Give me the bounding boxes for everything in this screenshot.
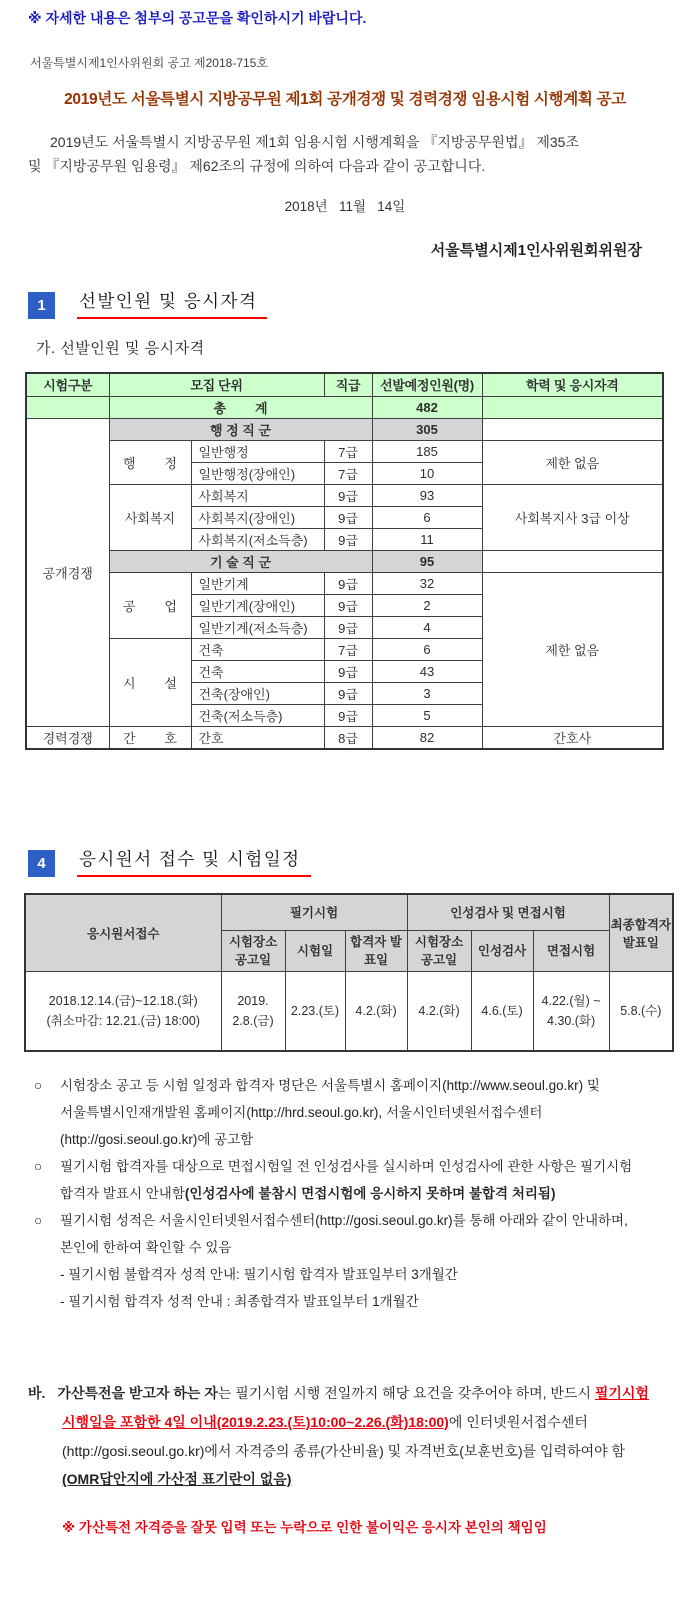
th-final-result: 최종합격자 발표일 xyxy=(609,894,673,971)
intro-line-1: 2019년도 서울특별시 지방공무원 제1회 임용시험 시행계획을 『지방공무원법』 제35조 xyxy=(50,134,579,150)
cell-unit: 일반기계 xyxy=(191,573,324,595)
cell-unit: 건축 xyxy=(191,639,324,661)
cell-admin-group-value: 305 xyxy=(372,419,482,441)
th-application: 응시원서접수 xyxy=(25,894,221,971)
cell-cat-industry: 공 업 xyxy=(109,573,191,639)
cell-count: 93 xyxy=(372,485,482,507)
cell-count: 4 xyxy=(372,617,482,639)
cell-total-label: 총 계 xyxy=(109,397,372,419)
bonus-normal-2: 에 인터넷원서접수센터(http://gosi.seoul.go.kr)에서 자격증의 종류(가산비율) 및 자격번호(보훈번호)를 입력하여야 함 xyxy=(62,1414,626,1459)
section-4-header xyxy=(28,846,690,877)
section-1-title: 선발인원 및 응시자격 xyxy=(77,288,267,319)
cell-grade: 9급 xyxy=(324,573,372,595)
total-row xyxy=(26,397,663,419)
cell-qual-nursing: 간호사 xyxy=(482,727,663,750)
cell-cat-facility: 시 설 xyxy=(109,639,191,727)
th-interview-test: 면접시험 xyxy=(533,930,609,971)
cell-admin-group-label: 행 정 직 군 xyxy=(109,419,372,441)
warning-note: ※ 가산특전 자격증을 잘못 입력 또는 누락으로 인한 불이익은 응시자 본인의 책임임 xyxy=(62,1520,547,1536)
th-planned-count: 선발예정인원(명) xyxy=(372,373,482,397)
note-item-2 xyxy=(34,1153,666,1207)
note-item-1 xyxy=(34,1072,666,1153)
cell-tech-group-label: 기 술 직 군 xyxy=(109,551,372,573)
cell-unit: 건축(저소득층) xyxy=(191,705,324,727)
cell-unit: 사회복지 xyxy=(191,485,324,507)
th-written-group: 필기시험 xyxy=(221,894,407,930)
cell-grade: 9급 xyxy=(324,617,372,639)
cell-grade: 9급 xyxy=(324,595,372,617)
th-exam-type: 시험구분 xyxy=(26,373,109,397)
notes-section xyxy=(34,1072,666,1315)
cell-grade: 9급 xyxy=(324,529,372,551)
cell-tech-group-value: 95 xyxy=(372,551,482,573)
schedule-table xyxy=(24,893,674,1052)
cell-grade: 8급 xyxy=(324,727,372,750)
bonus-paragraph xyxy=(28,1379,664,1494)
th-written-site-notice: 시험장소 공고일 xyxy=(221,930,285,971)
section-1-subtitle: 가. 선발인원 및 응시자격 xyxy=(36,339,205,357)
cell-grade: 9급 xyxy=(324,705,372,727)
cell-grade: 9급 xyxy=(324,683,372,705)
cell-unit: 사회복지(장애인) xyxy=(191,507,324,529)
cell-open-competition: 공개경쟁 xyxy=(26,419,109,727)
table-row xyxy=(26,573,663,595)
th-recruit-unit: 모집 단위 xyxy=(109,373,324,397)
selection-table-header-row xyxy=(26,373,663,397)
cell-count: 11 xyxy=(372,529,482,551)
selection-table xyxy=(25,372,664,751)
cell-total-qual-blank xyxy=(482,397,663,419)
signer: 서울특별시제1인사위원회위원장 xyxy=(430,241,642,259)
tech-group-row xyxy=(26,551,663,573)
cell-total-blank xyxy=(26,397,109,419)
cell-count: 2 xyxy=(372,595,482,617)
note-text-2-bold: (인성검사에 불참시 면접시험에 응시하지 못하며 불합격 처리됨) xyxy=(184,1186,556,1202)
cell-written-date: 2.23.(토) xyxy=(285,971,345,1051)
cell-count: 6 xyxy=(372,507,482,529)
note-text-1: 시험장소 공고 등 시험 일정과 합격자 명단은 서울특별시 홈페이지(http://www.seoul.go.kr) 및 서울특별시인재개발원 홈페이지(http://hrd.seoul.go.kr), 서울시인터넷원서접수센터(http://gosi.seoul.go.kr)에 공고함 xyxy=(60,1078,600,1148)
section-4-number-badge: 4 xyxy=(28,850,55,877)
cell-qual-welfare: 사회복지사 3급 이상 xyxy=(482,485,663,551)
cell-unit: 일반행정 xyxy=(191,441,324,463)
th-interview-site-notice: 시험장소 공고일 xyxy=(407,930,471,971)
cell-cat-admin: 행 정 xyxy=(109,441,191,485)
intro-paragraph xyxy=(28,131,660,179)
cell-count: 185 xyxy=(372,441,482,463)
cell-unit: 일반기계(저소득층) xyxy=(191,617,324,639)
cell-total-value: 482 xyxy=(372,397,482,419)
note-item-3 xyxy=(34,1207,666,1261)
section-4-title: 응시원서 접수 및 시험일정 xyxy=(77,846,311,877)
cell-interview-site-notice: 4.2.(화) xyxy=(407,971,471,1051)
cell-interview-period xyxy=(533,971,609,1051)
note-sub-item-2: - 필기시험 합격자 성적 안내 : 최종합격자 발표일부터 1개월간 xyxy=(60,1294,419,1310)
cell-qual-tech: 제한 없음 xyxy=(482,573,663,727)
doc-number: 서울특별시제1인사위원회 공고 제2018-715호 xyxy=(30,56,268,70)
cell-admin-group-qual-blank xyxy=(482,419,663,441)
career-row xyxy=(26,727,663,750)
page-title: 2019년도 서울특별시 지방공무원 제1회 공개경쟁 및 경력경쟁 임용시험 시행계획 공고 xyxy=(64,91,626,108)
note-text-3: 필기시험 성적은 서울시인터넷원서접수센터(http://gosi.seoul.go.kr)를 통해 아래와 같이 안내하며, 본인에 한하여 확인할 수 있음 xyxy=(60,1213,628,1256)
cell-unit: 건축 xyxy=(191,661,324,683)
intro-line-2: 및 『지방공무원 임용령』 제62조의 규정에 의하여 다음과 같이 공고합니다. xyxy=(28,157,486,174)
cell-written-site-notice xyxy=(221,971,285,1051)
cell-cat-welfare: 사회복지 xyxy=(109,485,191,551)
section-1-number-badge: 1 xyxy=(28,292,55,319)
cell-personality-test: 4.6.(토) xyxy=(471,971,533,1051)
cell-cat-nursing: 간 호 xyxy=(109,727,191,750)
written-site-notice-line-1: 2019. xyxy=(237,994,269,1009)
top-notice: ※ 자세한 내용은 첨부의 공고문을 확인하시기 바랍니다. xyxy=(28,10,367,26)
cell-count: 5 xyxy=(372,705,482,727)
bonus-label: 바. xyxy=(28,1385,46,1402)
table-row xyxy=(26,485,663,507)
schedule-data-row xyxy=(25,971,673,1051)
section-1-header xyxy=(28,288,690,319)
circle-bullet-icon: ○ xyxy=(34,1213,43,1229)
cell-unit: 간호 xyxy=(191,727,324,750)
th-written-date: 시험일 xyxy=(285,930,345,971)
application-cancel-line: (취소마감: 12.21.(금) 18:00) xyxy=(46,1014,200,1029)
cell-grade: 7급 xyxy=(324,463,372,485)
cell-written-result: 4.2.(화) xyxy=(345,971,407,1051)
bonus-normal-1: 는 필기시험 시행 전일까지 해당 요건을 갖추어야 하며, 반드시 xyxy=(217,1385,595,1402)
cell-unit: 건축(장애인) xyxy=(191,683,324,705)
bonus-bold-underlined: (OMR답안지에 가산점 표기란이 없음) xyxy=(62,1471,292,1488)
th-qualification: 학력 및 응시자격 xyxy=(482,373,663,397)
cell-qual-admin: 제한 없음 xyxy=(482,441,663,485)
cell-unit: 일반행정(장애인) xyxy=(191,463,324,485)
table-row xyxy=(26,441,663,463)
admin-group-row xyxy=(26,419,663,441)
th-personality-test: 인성검사 xyxy=(471,930,533,971)
th-written-result: 합격자 발표일 xyxy=(345,930,407,971)
cell-tech-group-qual-blank xyxy=(482,551,663,573)
th-grade: 직급 xyxy=(324,373,372,397)
cell-grade: 7급 xyxy=(324,639,372,661)
cell-count: 3 xyxy=(372,683,482,705)
cell-grade: 9급 xyxy=(324,507,372,529)
interview-period-line-1: 4.22.(월) ~ xyxy=(541,994,601,1009)
cell-count: 10 xyxy=(372,463,482,485)
cell-grade: 9급 xyxy=(324,661,372,683)
bonus-bold-lead: 가산특전을 받고자 하는 자 xyxy=(57,1385,218,1402)
note-text-2 xyxy=(60,1153,666,1207)
bonus-red-underlined: 필기시험 시행일을 포함한 4일 이내(2019.2.23.(토)10:00~2.26.(화)18:00) xyxy=(62,1385,649,1431)
cell-grade: 7급 xyxy=(324,441,372,463)
cell-career-competition: 경력경쟁 xyxy=(26,727,109,750)
application-period-line: 2018.12.14.(금)~12.18.(화) xyxy=(48,994,198,1009)
cell-count: 43 xyxy=(372,661,482,683)
circle-bullet-icon: ○ xyxy=(34,1159,43,1175)
cell-application-period xyxy=(25,971,221,1051)
cell-count: 82 xyxy=(372,727,482,750)
cell-unit: 사회복지(저소득층) xyxy=(191,529,324,551)
announcement-date: 2018년 11월 14일 xyxy=(284,198,406,214)
cell-final-result: 5.8.(수) xyxy=(609,971,673,1051)
note-text-2-normal: 필기시험 합격자를 대상으로 면접시험일 전 인성검사를 실시하며 인성검사에 관한 사항은 필기시험 합격자 발표시 안내함 xyxy=(60,1159,633,1202)
cell-grade: 9급 xyxy=(324,485,372,507)
schedule-header-row-1 xyxy=(25,894,673,930)
circle-bullet-icon: ○ xyxy=(34,1078,43,1094)
cell-unit: 일반기계(장애인) xyxy=(191,595,324,617)
cell-count: 6 xyxy=(372,639,482,661)
interview-period-line-2: 4.30.(화) xyxy=(546,1014,596,1029)
th-interview-group: 인성검사 및 면접시험 xyxy=(407,894,609,930)
written-site-notice-line-2: 2.8.(금) xyxy=(232,1014,274,1029)
cell-count: 32 xyxy=(372,573,482,595)
note-sub-item-1: - 필기시험 불합격자 성적 안내: 필기시험 합격자 발표일부터 3개월간 xyxy=(60,1267,458,1283)
